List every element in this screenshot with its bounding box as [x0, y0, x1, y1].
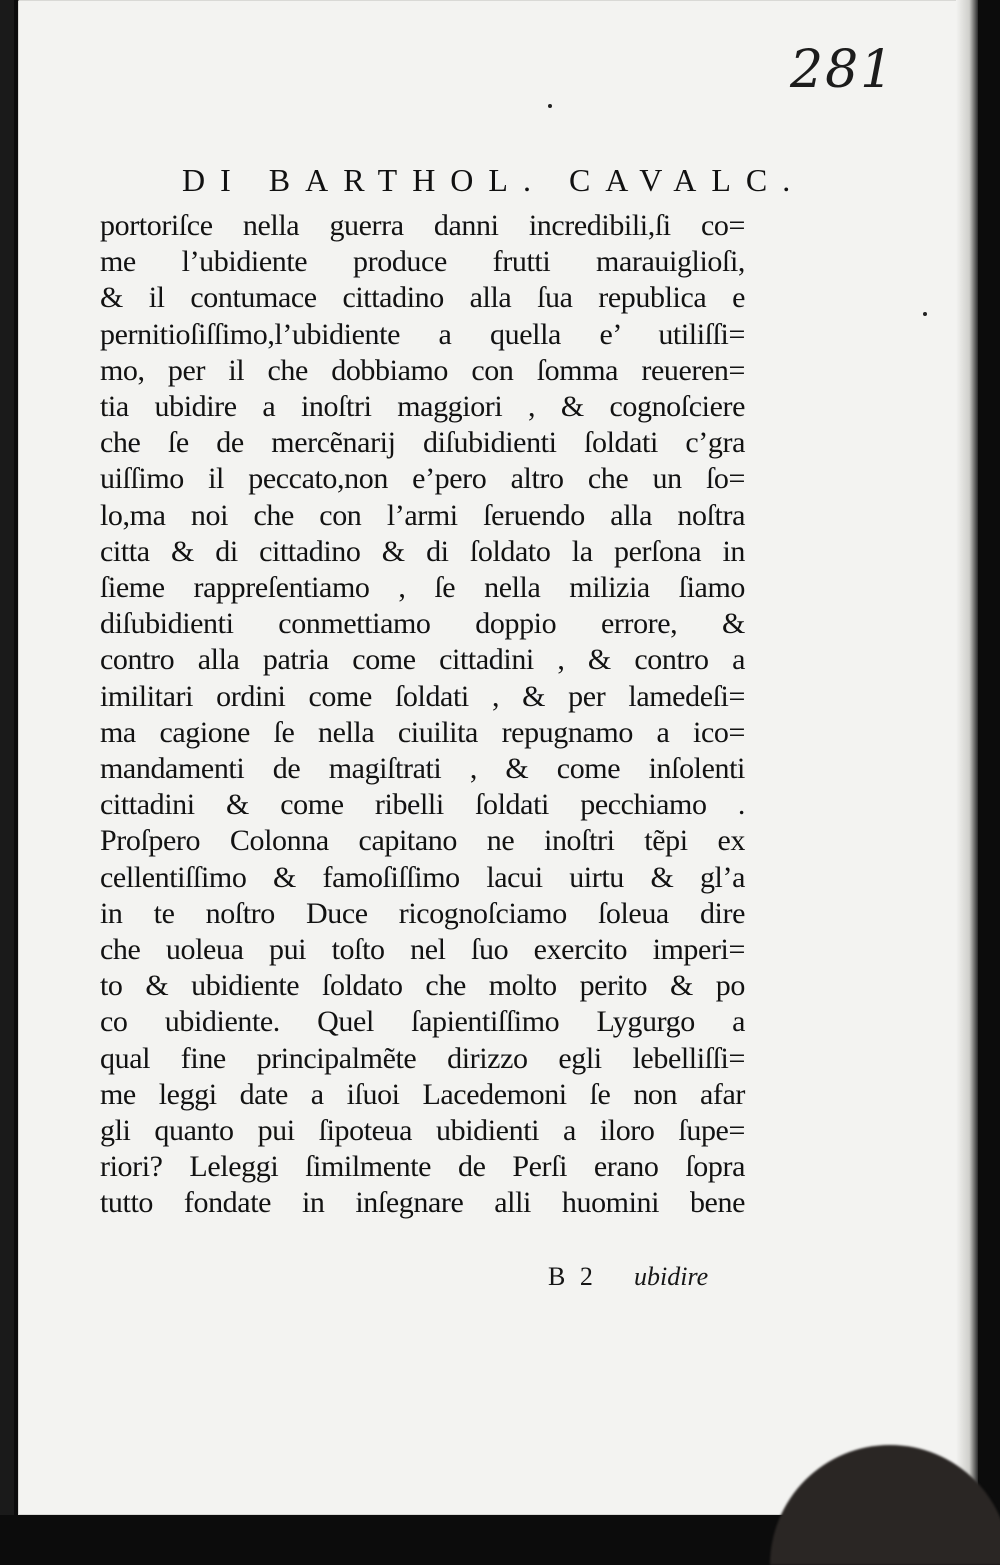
text-line: me leggi date a iſuoi Lacedemoni ſe non afar — [100, 1077, 745, 1111]
text-line: cittadini & come ribelli ſoldati pecchiamo . — [100, 788, 745, 822]
text-line: mo, per il che dobbiamo con ſomma reueren= — [100, 353, 745, 387]
running-head: DI BARTHOL. CAVALC. — [182, 162, 806, 198]
page-edge-shadow — [956, 0, 978, 1515]
text-line: che uoleua pui toſto nel ſuo exercito imperi= — [100, 933, 745, 967]
signature-mark: B 2 — [548, 1262, 597, 1291]
text-line: lo,ma noi che con l’armi ſeruendo alla noſtra — [100, 498, 745, 532]
catchword: ubidire — [634, 1262, 709, 1291]
text-line: qual fine principalmẽte dirizzo egli lebelliſſi= — [100, 1041, 745, 1075]
text-line: Proſpero Colonna capitano ne inoſtri tẽpi ex — [100, 824, 745, 858]
text-line: tutto fondate in inſegnare alli huomini bene — [100, 1186, 745, 1220]
text-line: ſieme rappreſentiamo , ſe nella milizia ſiamo — [100, 571, 745, 605]
ink-speck — [923, 312, 927, 316]
text-line: portoriſce nella guerra danni incredibili,ſi co= — [100, 209, 745, 242]
body-text — [100, 208, 745, 1222]
text-line: diſubidienti conmettiamo doppio errore, & — [100, 607, 745, 641]
text-line: riori? Leleggi ſimilmente de Perſi erano ſopra — [100, 1150, 745, 1184]
text-line: to & ubidiente ſoldato che molto perito & po — [100, 969, 745, 1003]
text-line: uiſſimo il peccato,non e’pero altro che un ſo= — [100, 462, 745, 496]
text-line: me l’ubidiente produce frutti marauiglioſi, — [100, 245, 745, 279]
text-line: che ſe de mercẽnarij diſubidienti ſoldati c’gra — [100, 426, 745, 460]
text-line: co ubidiente. Quel ſapientiſſimo Lygurgo a — [100, 1005, 745, 1039]
text-line: cellentiſſimo & famoſiſſimo lacui uirtu & gl’a — [100, 860, 745, 894]
text-line: imilitari ordini come ſoldati , & per lamedeſi= — [100, 679, 745, 713]
folio-number: 281 — [790, 40, 896, 100]
scan-left-margin — [0, 0, 14, 1515]
text-line: & il contumace cittadino alla ſua republica e — [100, 281, 745, 315]
text-line: citta & di cittadino & di ſoldato la perſona in — [100, 534, 745, 568]
ink-speck — [548, 104, 552, 108]
text-line: mandamenti de magiſtrati , & come inſolenti — [100, 752, 745, 786]
text-line: in te noſtro Duce ricognoſciamo ſoleua dire — [100, 896, 745, 930]
text-line: ma cagione ſe nella ciuilita repugnamo a ico= — [100, 715, 745, 749]
text-line: gli quanto pui ſipoteua ubidienti a iloro ſupe= — [100, 1114, 745, 1148]
text-line: tia ubidire a inoſtri maggiori , & cognoſciere — [100, 390, 745, 424]
text-line: pernitioſiſſimo,l’ubidiente a quella e’ utiliſſi= — [100, 317, 745, 351]
text-line: contro alla patria come cittadini , & contro a — [100, 643, 745, 677]
